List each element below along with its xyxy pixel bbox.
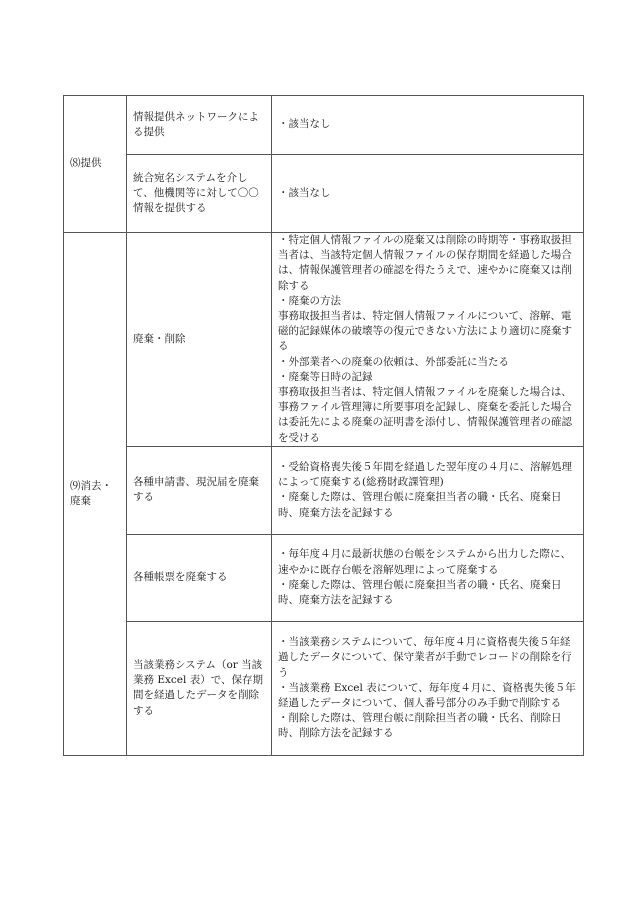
description-line: ・毎年度４月に最新状態の台帳をシステムから出力した際に、速やかに既存台帳を溶解処理によって廃棄する	[278, 548, 571, 576]
item-cell: 廃棄・削除	[127, 233, 272, 447]
description-cell	[272, 446, 584, 534]
description-line: 事務取扱担当者は、特定個人情報ファイルを廃棄した場合は、事務ファイル管理簿に所要事項を記録し、廃棄を委託した場合は委託先による廃棄の証明書を添付し、情報保護管理者の確認を受ける	[278, 386, 572, 444]
section-label-provision: ⑻提供	[64, 96, 127, 233]
table-row	[64, 621, 584, 755]
description-line: ・廃棄した際は、管理台帳に廃棄担当者の職・氏名、廃棄日時、廃棄方法を記録する	[278, 578, 562, 607]
description-line: ・削除した際は、管理台帳に削除担当者の職・氏名、削除日時、削除方法を記録する	[278, 712, 562, 740]
item-cell: 各種帳票を廃棄する	[127, 534, 272, 621]
table-row	[64, 534, 584, 621]
description-cell	[272, 155, 584, 233]
item-cell: 情報提供ネットワークによる提供	[127, 96, 272, 155]
description-line: ・特定個人情報ファイルの廃棄又は削除の時期等・事務取扱担当者は、当該特定個人情報ファイルの保存期間を経過した場合は、情報保護管理者の確認を得たうえで、速やかに廃棄又は削除する	[278, 234, 572, 292]
item-cell: 統合宛名システムを介して、他機関等に対して〇〇情報を提供する	[127, 155, 272, 233]
procedure-table	[63, 95, 584, 756]
description-line: ・該当なし	[278, 118, 331, 131]
description-cell	[272, 621, 584, 755]
description-line: ・廃棄の方法	[278, 294, 341, 307]
description-cell	[272, 96, 584, 155]
description-line: ・廃棄した際は、管理台帳に廃棄担当者の職・氏名、廃棄日時、廃棄方法を記録する	[278, 491, 562, 519]
description-line: 事務取扱担当者は、特定個人情報ファイルについて、溶解、電磁的記録媒体の破壊等の復元できない方法により適切に廃棄する	[278, 310, 572, 353]
table-row	[64, 96, 584, 155]
description-line: ・当該業務システムについて、毎年度４月に資格喪失後５年経過したデータについて、保守業者が手動でレコードの削除を行う	[278, 636, 572, 679]
table-row	[64, 233, 584, 447]
table-row	[64, 155, 584, 233]
item-cell: 当該業務システム（or 当該業務 Excel 表）で、保存期間を経過したデータを削除する	[127, 621, 272, 755]
description-line: ・廃棄等日時の記録	[278, 370, 373, 383]
description-line: ・当該業務 Excel 表について、毎年度４月に、資格喪失後５年経過したデータについて、個人番号部分のみ手動で削除する	[278, 681, 576, 709]
description-cell	[272, 233, 584, 447]
section-label-disposal: ⑼消去・廃棄	[64, 233, 127, 756]
description-line: ・該当なし	[278, 186, 331, 199]
item-cell: 各種申請書、現況届を廃棄する	[127, 446, 272, 534]
description-line: ・受給資格喪失後５年間を経過した翌年度の４月に、溶解処理によって廃棄する(総務財政課管理)	[278, 460, 572, 489]
description-cell	[272, 534, 584, 621]
table-row	[64, 446, 584, 534]
description-line: ・外部業者への廃棄の依頼は、外部委託に当たる	[278, 355, 509, 368]
